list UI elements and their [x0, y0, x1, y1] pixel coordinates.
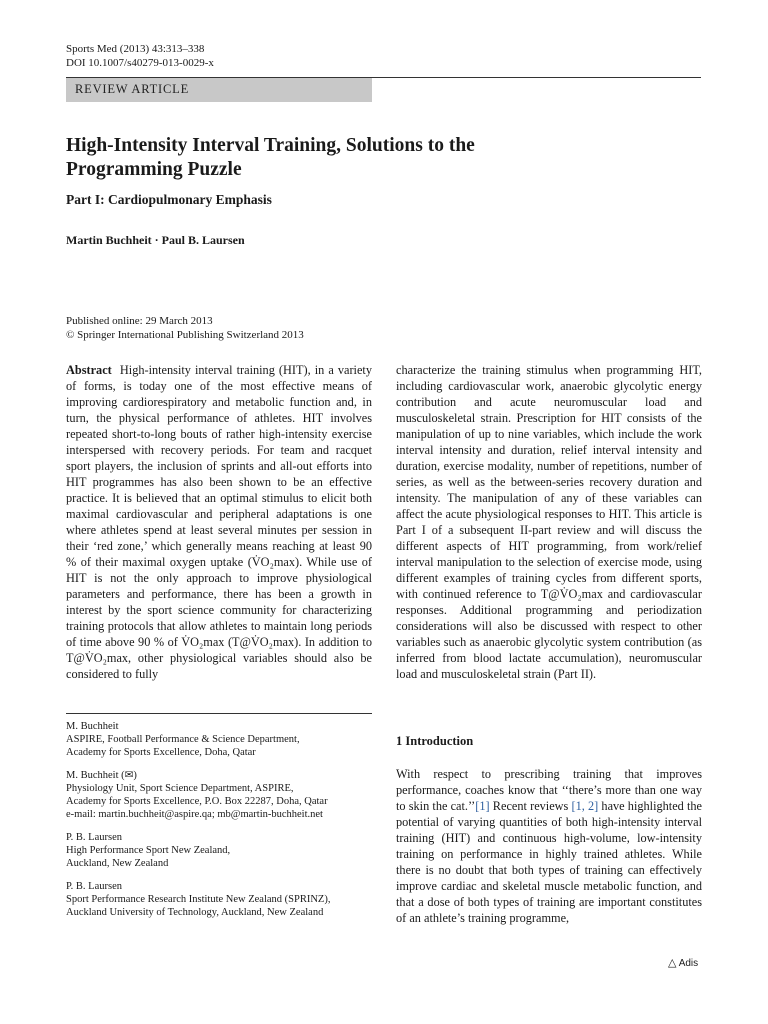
journal-doi: DOI 10.1007/s40279-013-0029-x [66, 57, 214, 69]
journal-citation: Sports Med (2013) 43:313–338 [66, 43, 205, 55]
article-subtitle: Part I: Cardiopulmonary Emphasis [66, 192, 272, 207]
affiliation-block [66, 720, 372, 759]
affiliation-line: Auckland, New Zealand [66, 858, 169, 869]
published-date: Published online: 29 March 2013 [66, 315, 213, 327]
affiliation-block [66, 769, 372, 821]
intro-text: Recent reviews [489, 799, 572, 813]
affiliation-line: ASPIRE, Football Performance & Science Department, [66, 734, 300, 745]
affiliation-author: M. Buchheit (✉) [66, 770, 137, 781]
citation-link[interactable]: [1] [475, 799, 490, 813]
publisher-logo [668, 956, 698, 969]
intro-text: have highlighted the potential of varying quantities of both high-intensity interval training (HIT) and continuous high-volume, low-intensity training on performance in highly trained athletes. While there is no doubt that both types of training can effectively improve cardiac and skeletal muscle metabolic function, and that a dose of both types of training are important constitutes of an athlete’s training programme, [396, 799, 702, 925]
affiliation-author: M. Buchheit [66, 721, 119, 732]
affiliation-author: P. B. Laursen [66, 832, 122, 843]
publisher-name: Adis [678, 958, 699, 969]
affiliation-line: Physiology Unit, Sport Science Department, ASPIRE, [66, 783, 294, 794]
abstract-column-right [396, 362, 702, 702]
affiliation-line: Sport Performance Research Institute New Zealand (SPRINZ), [66, 894, 331, 905]
affiliation-block [66, 831, 372, 870]
affiliation-line: Academy for Sports Excellence, Doha, Qatar [66, 747, 256, 758]
section-heading-introduction: 1 Introduction [396, 734, 474, 748]
affiliations [66, 720, 372, 929]
affiliation-line: Academy for Sports Excellence, P.O. Box 22287, Doha, Qatar [66, 796, 328, 807]
abstract-column-left [66, 362, 372, 702]
affiliation-line: High Performance Sport New Zealand, [66, 845, 231, 856]
affiliation-email[interactable]: e-mail: martin.buchheit@aspire.qa; mb@martin-buchheit.net [66, 809, 323, 820]
introduction-body [396, 766, 702, 954]
affiliation-rule [66, 713, 372, 714]
author-list: Martin Buchheit · Paul B. Laursen [66, 233, 245, 247]
abstract-text-right: characterize the training stimulus when programming HIT, including cardiovascular work, anaerobic glycolytic energy contribution and acute neuromuscular load and musculoskeletal strain. Prescription for HIT consists of the manipulation of up to nine variables, which include the work interval intensity and duration, relief interval intensity and duration, exercise modality, number of repetitions, number of series, as well as the between-series recovery duration and intensity. The manipulation of any of these variables can affect the acute physiological responses to HIT. This article is Part I of a subsequent II-part review and will discuss the different aspects of HIT programming, from work/relief interval manipulation to the selection of exercise mode, using different examples of training cycles from different sports, with continued reference to T@V̇O₂max and cardiovascular responses. Additional programming and periodization considerations will also be discussed with respect to other variables such as anaerobic glycolytic system contribution (as inferred from blood lactate accumulation), neuromuscular load and musculoskeletal strain (Part II). [396, 363, 702, 681]
abstract-text-left: High-intensity interval training (HIT), in a variety of forms, is today one of the most effective means of improving cardiorespiratory and metabolic function and, in turn, the physical performance of athletes. HIT involves repeated short-to-long bouts of rather high-intensity exercise interspersed with recovery periods. For team and racquet sport players, the inclusion of sprints and all-out efforts into HIT programmes has also been shown to be an effective practice. It is believed that an optimal stimulus to elicit both maximal cardiovascular and peripheral adaptations is one where athletes spend at least several minutes per session in their ‘red zone,’ which generally means reaching at least 90 % of their maximal oxygen uptake (V̇O₂max). While use of HIT is not the only approach to improve physiological parameters and performance, there has been a growth in interest by the sport science community for characterizing training protocols that allow athletes to maintain long periods of time above 90 % of V̇O₂max (T@V̇O₂max). In addition to T@V̇O₂max, other physiological variables should also be considered to fully [66, 363, 372, 681]
journal-header [66, 42, 214, 70]
intro-text: With respect to prescribing training that improves performance, coaches know that ‘‘there’s more than one way to skin the cat.’’ [396, 767, 702, 813]
publication-info [66, 314, 304, 342]
copyright-notice: © Springer International Publishing Switzerland 2013 [66, 329, 304, 341]
abstract-label: Abstract [66, 363, 112, 377]
article-title: High-Intensity Interval Training, Solutions to the Programming Puzzle [66, 135, 475, 180]
article-type-label: REVIEW ARTICLE [75, 82, 190, 96]
adis-triangle-icon: △ [668, 957, 677, 969]
citation-link[interactable]: [1, 2] [571, 799, 599, 813]
affiliation-block [66, 880, 372, 919]
affiliation-author: P. B. Laursen [66, 881, 122, 892]
affiliation-line: Auckland University of Technology, Auckland, New Zealand [66, 907, 324, 918]
